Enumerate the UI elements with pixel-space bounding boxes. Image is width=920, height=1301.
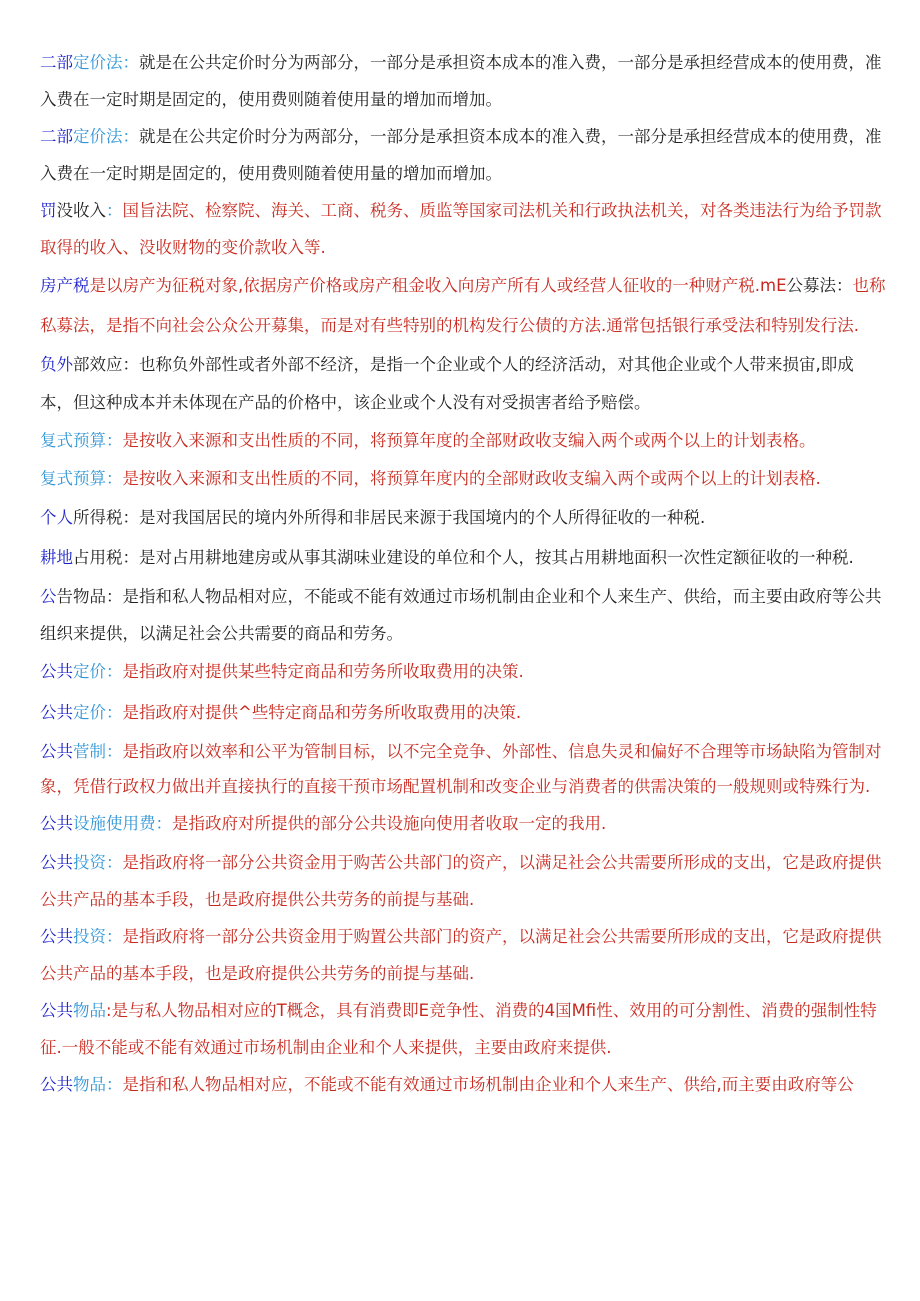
term-separator: ： — [106, 927, 123, 946]
glossary-entry — [40, 118, 886, 192]
term-prefix: 公共 — [40, 742, 73, 761]
term-suffix: 定价 — [73, 703, 106, 722]
term-suffix: 定价 — [73, 662, 106, 681]
term-prefix: 公共 — [40, 853, 73, 872]
definition-text: 是按收入来源和支出性质的不同，将预算年度的全部财政收支编入两个或两个以上的计划表格。 — [122, 431, 816, 450]
term-separator: ： — [106, 587, 123, 606]
definition-text: 就是在公共定价时分为两部分，一部分是承担资本成本的准入费，一部分是承担经营成本的使用费，准入费在一定时期是固定的，使用费则随着使用量的增加而增加。 — [40, 53, 882, 109]
glossary-entry — [40, 422, 886, 460]
glossary-entry — [40, 1066, 886, 1104]
term-prefix: 公共 — [40, 1001, 73, 1020]
term-separator: ： — [122, 548, 139, 567]
term-prefix: 二部 — [40, 127, 73, 146]
term-suffix: 投资 — [73, 927, 106, 946]
term-secondary: 公募法 — [786, 276, 836, 295]
definition-text-secondary: 也称私募法，是指不向社会公众公开募集，而是对有些特别的机构发行公债的方法.通常包括银行承受法和特别发行法. — [40, 276, 886, 335]
definition-text: 是指政府对提供^些特定商品和劳务所收取费用的决策. — [122, 703, 522, 722]
term-prefix: 公共 — [40, 662, 73, 681]
term-separator: ： — [122, 508, 139, 527]
glossary-entry — [40, 460, 886, 498]
term-prefix: 二部 — [40, 53, 73, 72]
term-prefix: 公共 — [40, 1075, 73, 1094]
term-separator: : — [106, 1001, 112, 1020]
definition-text: 是按收入来源和支出性质的不同，将预算年度内的全部财政收支编入两个或两个以上的计划表格. — [122, 469, 821, 488]
term-suffix: 菅制 — [73, 742, 106, 761]
term-prefix: 负外 — [40, 355, 73, 374]
definition-text: 是与私人物品相对应的T概念，具有消费即E竞争性、消费的4国Mfi性、效用的可分割性、消费的强制性特征.一般不能或不能有效通过市场机制由企业和个人来提供，主要由政府来提供. — [40, 1001, 877, 1057]
term-separator: ： — [122, 355, 139, 374]
glossary-entry — [40, 844, 886, 918]
term-separator: ： — [106, 431, 123, 450]
glossary-entry — [40, 538, 886, 578]
term-suffix: 物品 — [73, 1001, 106, 1020]
term-suffix: 定价法 — [73, 53, 123, 72]
term-prefix: 复式预算 — [40, 431, 106, 450]
glossary-entry — [40, 266, 886, 346]
term-prefix: 公共 — [40, 703, 73, 722]
term-suffix: 投资 — [73, 853, 106, 872]
term-prefix: 耕地 — [40, 548, 73, 567]
term-separator: ： — [106, 853, 123, 872]
glossary-entry — [40, 578, 886, 652]
definition-text: 国旨法院、检察院、海关、工商、税务、质监等国家司法机关和行政执法机关，对各类违法行为给予罚款取得的收入、没收财物的变价款收入等. — [40, 201, 882, 257]
glossary-entry — [40, 652, 886, 692]
term-separator: ： — [836, 276, 853, 295]
term-suffix: 占用税 — [73, 548, 123, 567]
term-separator: ： — [122, 53, 139, 72]
term-prefix: 罚 — [40, 201, 57, 220]
term-suffix: 部效应 — [73, 355, 123, 374]
term-suffix: 所得税 — [73, 508, 123, 527]
definition-text: 是指和私人物品相对应，不能或不能有效通过市场机制由企业和个人来生产、供给,而主要由政府等公 — [122, 1075, 854, 1094]
glossary-entry — [40, 498, 886, 538]
definition-text: 是指政府对提供某些特定商品和劳务所收取费用的决策. — [122, 662, 524, 681]
term-suffix: 设施使用费 — [73, 814, 156, 833]
definition-text: 就是在公共定价时分为两部分，一部分是承担资本成本的准入费，一部分是承担经营成本的使用费，准入费在一定时期是固定的，使用费则随着使用量的增加而增加。 — [40, 127, 882, 183]
term-separator: ： — [106, 201, 123, 220]
term-separator: ： — [106, 469, 123, 488]
definition-text: 是以房产为征税对象,依据房产价格或房产租金收入向房产所有人或经营人征收的一种财产税.mE — [89, 276, 787, 295]
term-suffix: 告物品 — [56, 587, 106, 606]
term-separator: ： — [106, 662, 123, 681]
glossary-entry — [40, 804, 886, 844]
definition-text: 是指政府以效率和公平为管制目标，以不完全竞争、外部性、信息失灵和偏好不合理等市场缺陷为管制对象，凭借行政权力做出并直接执行的直接干预市场配置机制和改变企业与消费者的供需决策的一般规则或特殊行为. — [40, 742, 882, 796]
term-prefix: 公 — [40, 587, 57, 606]
term-separator: ： — [122, 127, 139, 146]
definition-text: 是指政府对所提供的部分公共设施向使用者收取一定的我用. — [172, 814, 607, 833]
glossary-entry — [40, 992, 886, 1066]
glossary-entry — [40, 734, 886, 804]
definition-text: 是指政府将一部分公共资金用于购苦公共部门的资产，以满足社会公共需要所形成的支出，它是政府提供公共产品的基本手段，也是政府提供公共劳务的前提与基础. — [40, 853, 882, 909]
glossary-entry — [40, 918, 886, 992]
term-prefix: 公共 — [40, 814, 73, 833]
definition-text: 是指政府将一部分公共资金用于购置公共部门的资产，以满足社会公共需要所形成的支出，它是政府提供公共产品的基本手段，也是政府提供公共劳务的前提与基础. — [40, 927, 882, 983]
term-prefix: 个人 — [40, 508, 73, 527]
term-prefix: 复式预算 — [40, 469, 106, 488]
term-separator: ： — [106, 703, 123, 722]
glossary-entry — [40, 346, 886, 422]
term-suffix: 定价法 — [73, 127, 123, 146]
term-suffix: 没收入 — [56, 201, 106, 220]
term-separator: ： — [106, 742, 123, 761]
term-prefix: 房产税 — [40, 276, 90, 295]
definition-text: 是对我国居民的境内外所得和非居民来源于我国境内的个人所得征收的一种税. — [139, 508, 706, 527]
term-suffix: 物品 — [73, 1075, 106, 1094]
term-separator: ： — [155, 814, 172, 833]
term-prefix: 公共 — [40, 927, 73, 946]
glossary-entry — [40, 44, 886, 118]
term-separator: ： — [106, 1075, 123, 1094]
definition-text: 是指和私人物品相对应，不能或不能有效通过市场机制由企业和个人来生产、供给，而主要由政府等公共组织来提供，以满足社会公共需要的商品和劳务。 — [40, 587, 882, 643]
glossary-entry — [40, 692, 886, 734]
definition-text: 也称负外部性或者外部不经济，是指一个企业或个人的经济活动，对其他企业或个人带来损宙,即成本，但这种成本并未体现在产品的价格中，该企业或个人没有对受损害者给予赔偿。 — [40, 355, 854, 412]
glossary-entry — [40, 192, 886, 266]
definition-text: 是对占用耕地建房或从事其湖味业建设的单位和个人，按其占用耕地面积一次性定额征收的一种税. — [139, 548, 854, 567]
document-page — [40, 44, 886, 1104]
